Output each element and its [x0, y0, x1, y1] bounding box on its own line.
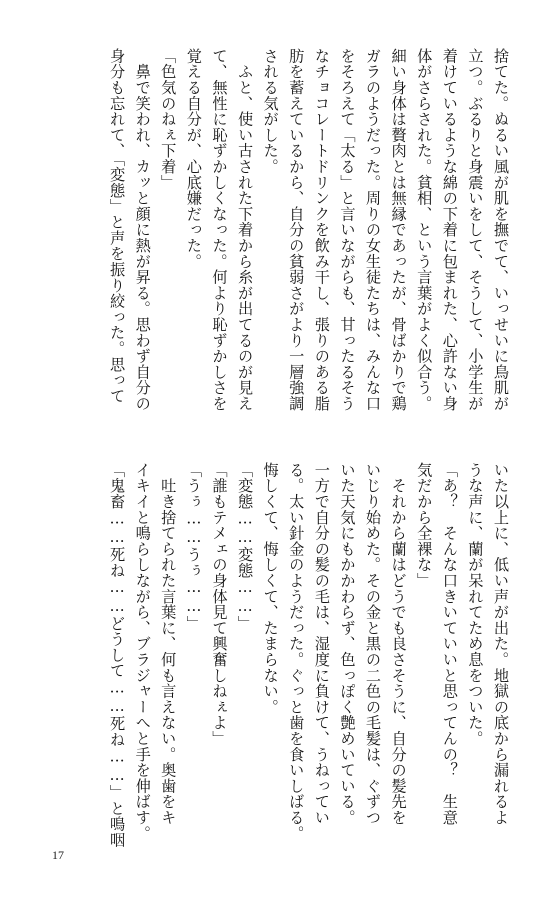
text-line: 吐き捨てられた言葉に、何も言えない。奥歯をキ [159, 462, 178, 826]
upper-text-block [104, 48, 514, 418]
lower-text-block [104, 462, 514, 848]
text-line: 立つ。ぶるりと身震いをして、そうして、小学生が [466, 48, 485, 412]
text-line: をそろえて「太る」と言いながらも、甘ったるそう [338, 48, 357, 412]
text-line: 肪を蓄えているから、自分の貧弱さがより一層強調 [287, 48, 306, 412]
text-line: 捨てた。ぬるい風が肌を撫でて、いっせいに鳥肌が [492, 48, 510, 412]
text-line: ふと、使い古された下着から糸が出てるのが見え [236, 48, 255, 412]
text-line: て、無性に恥ずかしくなった。何より恥ずかしさを [210, 48, 229, 412]
text-line: いた以上に、低い声が出た。地獄の底から漏れるよ [492, 462, 510, 826]
text-line: 「鬼畜……死ね……どうして……死ね……」と鳴咽 [108, 462, 127, 848]
text-line: いじり始めた。その金と黒の二色の毛髪は、ぐずつ [364, 462, 383, 826]
text-line: ガラのようだった。周りの女生徒たちは、みんな口 [364, 48, 383, 412]
text-line: 「誰もテメェの身体見て興奮しねぇよ」 [210, 462, 229, 747]
text-line: 細い身体は贅肉とは無縁であったが、骨ばかりで鶏 [389, 48, 408, 412]
text-line: なチョコレートドリンクを飲み干し、張りのある脂 [312, 48, 331, 412]
text-line: 「あ？ そんな口きいていいと思ってんの？ 生意 [440, 462, 459, 826]
text-line: 覚える自分が、心底嫌だった。 [184, 48, 203, 270]
text-line: 身分も忘れて、「変態」と声を振り絞った。思って [108, 48, 127, 404]
text-line: 鼻で笑われ、カッと顔に熱が昇る。思わず自分の [133, 48, 152, 412]
text-line: 「変態……変態……」 [236, 462, 255, 632]
text-line: 気だから全裸な」 [415, 462, 434, 589]
text-line: る。太い針金のようだった。ぐっと歯を食いしばる。 [287, 462, 306, 842]
text-line: 体がさらされた。貧相、という言葉がよく似合う。 [415, 48, 434, 412]
text-line: 「うぅ……うぅ……」 [184, 462, 203, 632]
text-line: 着けているような綿の下着に包まれた、心許ない身 [440, 48, 459, 412]
text-line: 「色気のねぇ下着」 [159, 48, 178, 191]
text-line: 悔しくて、悔しくて、たまらない。 [261, 462, 280, 715]
text-line: イキイと鳴らしながら、ブラジャーへと手を伸ばす。 [133, 462, 152, 842]
text-line: それから蘭はどうでも良さそうに、自分の髪先を [389, 462, 408, 826]
text-line: される気がした。 [261, 48, 280, 175]
text-line: いた天気にもかかわらず、色っぽく艶めいている。 [338, 462, 357, 826]
text-line: うな声に、蘭が呆れてため息をついた。 [466, 462, 485, 747]
text-line: 一方で自分の髪の毛は、湿度に負けて、うねってい [312, 462, 331, 826]
page-number: 17 [52, 848, 64, 862]
